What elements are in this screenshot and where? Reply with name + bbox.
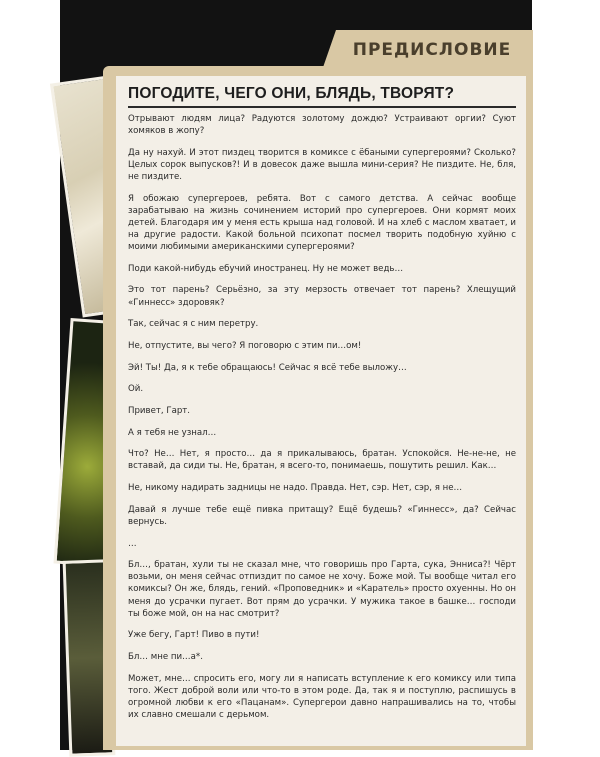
paragraph: Поди какой-нибудь ебучий иностранец. Ну не может ведь… bbox=[128, 263, 404, 274]
paragraph: А я тебя не узнал… bbox=[128, 427, 217, 438]
paragraph: Бл… мне пи…а*. bbox=[128, 652, 203, 662]
paragraph: Не, никому надирать задницы не надо. Правда. Нет, сэр. Нет, сэр, я не… bbox=[128, 483, 463, 494]
paragraph: Это тот парень? Серьёзно, за эту мерзость отвечает тот парень? Хлещущий «Гиннесс» здоровяк? bbox=[128, 285, 516, 308]
paragraph: Да ну нахуй. И этот пиздец творится в комиксе с ёбаными супергероями? Сколько? Целых сорок выпусков?! И в довесок даже вышла мини-серия? Не пиздите. Не, бля, не пиздите. bbox=[128, 147, 516, 182]
paragraph: Может, мне… спросить его, могу ли я написать вступление к его комиксу или типа того. Жест доброй воли или что-то в этом роде. Да, так я и поступлю, распишусь в огромной любви к его «Пацанам». Супергерои давно напрашивались на то, чтобы их славно смешали с дерьмом. bbox=[128, 673, 516, 720]
section-tab-label: ПРЕДИСЛОВИЕ bbox=[352, 40, 512, 60]
paragraph: Отрывают людям лица? Радуются золотому дождю? Устраивают оргии? Суют хомяков в жопу? bbox=[128, 114, 516, 137]
paragraph: Давай я лучше тебе ещё пивка притащу? Ещё будешь? «Гиннесс», да? Сейчас вернусь. bbox=[128, 504, 516, 527]
paragraph: Не, отпустите, вы чего? Я поговорю с этим пи…ом! bbox=[128, 340, 362, 351]
paragraph: Уже бегу, Гарт! Пиво в пути! bbox=[128, 630, 260, 641]
paragraph: … bbox=[128, 538, 137, 549]
paragraph: Бл…, братан, хули ты не сказал мне, что говоришь про Гарта, сука, Энниса?! Чёрт возьми, он меня сейчас отпиздит по самое не хочу. Боже мой. Ты вообще читал его комиксы? Он же, блядь, гений. «Проповедник» и «Каратель» просто охуенны. Но он меня до усрачки пугает. Вот прям до усрачки. У мужика такое в башке… господи ты боже мой, он на нас смотрит? bbox=[128, 560, 516, 619]
paragraph: Я обожаю супергероев, ребята. Вот с самого детства. А сейчас вообще зарабатываю на жизнь сочинением историй про супергероев. Они кормят моих детей. Благодаря им у меня есть крыша над головой. И на хлеб с маслом хватает, и на другие радости. Какой больной психопат посмел творить подобную хуйню с моими любимыми американскими супергероями? bbox=[128, 193, 516, 253]
paragraph: Эй! Ты! Да, я к тебе обращаюсь! Сейчас я всё тебе выложу… bbox=[128, 362, 407, 373]
body-text bbox=[128, 113, 516, 731]
heading-rule bbox=[128, 106, 516, 108]
page-heading: ПОГОДИТЕ, ЧЕГО ОНИ, БЛЯДЬ, ТВОРЯТ? bbox=[128, 85, 455, 102]
paragraph: Ой. bbox=[128, 384, 144, 395]
paragraph: Что? Не… Нет, я просто… да я прикалываюсь, братан. Успокойся. Не-не-не, не вставай, да сиди ты. Не, братан, я всего-то, понимаешь, пошутить решил. Как… bbox=[128, 449, 516, 472]
paragraph: Так, сейчас я с ним перетру. bbox=[128, 319, 259, 330]
paragraph: Привет, Гарт. bbox=[128, 405, 191, 416]
